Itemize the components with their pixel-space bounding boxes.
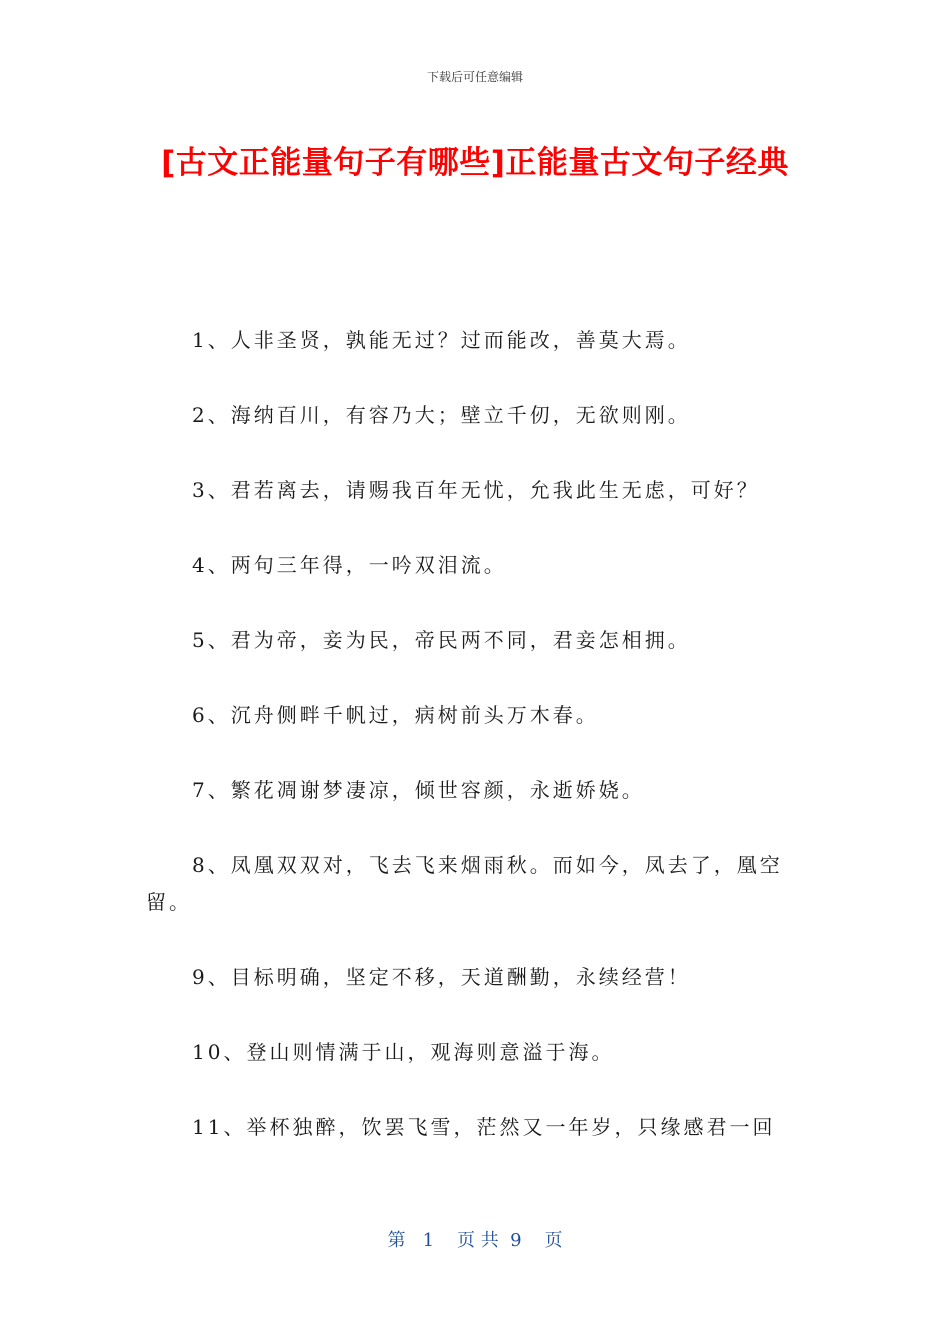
document-title: [古文正能量句子有哪些]正能量古文句子经典	[161, 145, 789, 181]
paragraph: 11、举杯独醉，饮罢飞雪，茫然又一年岁，只缘感君一回	[192, 1115, 776, 1139]
paragraph: 10、登山则情满于山，观海则意溢于海。	[192, 1040, 615, 1064]
document-body	[146, 322, 806, 1184]
paragraph: 6、沉舟侧畔千帆过，病树前头万木春。	[192, 703, 599, 727]
page-number-footer: 第 1 页 共 9 页	[387, 1230, 563, 1251]
paragraph: 8、凤凰双双对，飞去飞来烟雨秋。而如今，凤去了，凰空留。	[146, 853, 783, 914]
paragraph: 4、两句三年得，一吟双泪流。	[192, 553, 507, 577]
paragraph: 7、繁花凋谢梦凄凉，倾世容颜，永逝娇娆。	[192, 778, 645, 802]
header-note: 下载后可任意编辑	[426, 70, 523, 84]
paragraph: 2、海纳百川，有容乃大；壁立千仞，无欲则刚。	[192, 403, 691, 427]
paragraph: 5、君为帝，妾为民，帝民两不同，君妾怎相拥。	[192, 628, 691, 652]
paragraph: 9、目标明确，坚定不移，天道酬勤，永续经营！	[192, 965, 691, 989]
paragraph: 1、人非圣贤，孰能无过？过而能改，善莫大焉。	[192, 328, 691, 352]
paragraph: 3、君若离去，请赐我百年无忧，允我此生无虑，可好？	[192, 478, 760, 502]
